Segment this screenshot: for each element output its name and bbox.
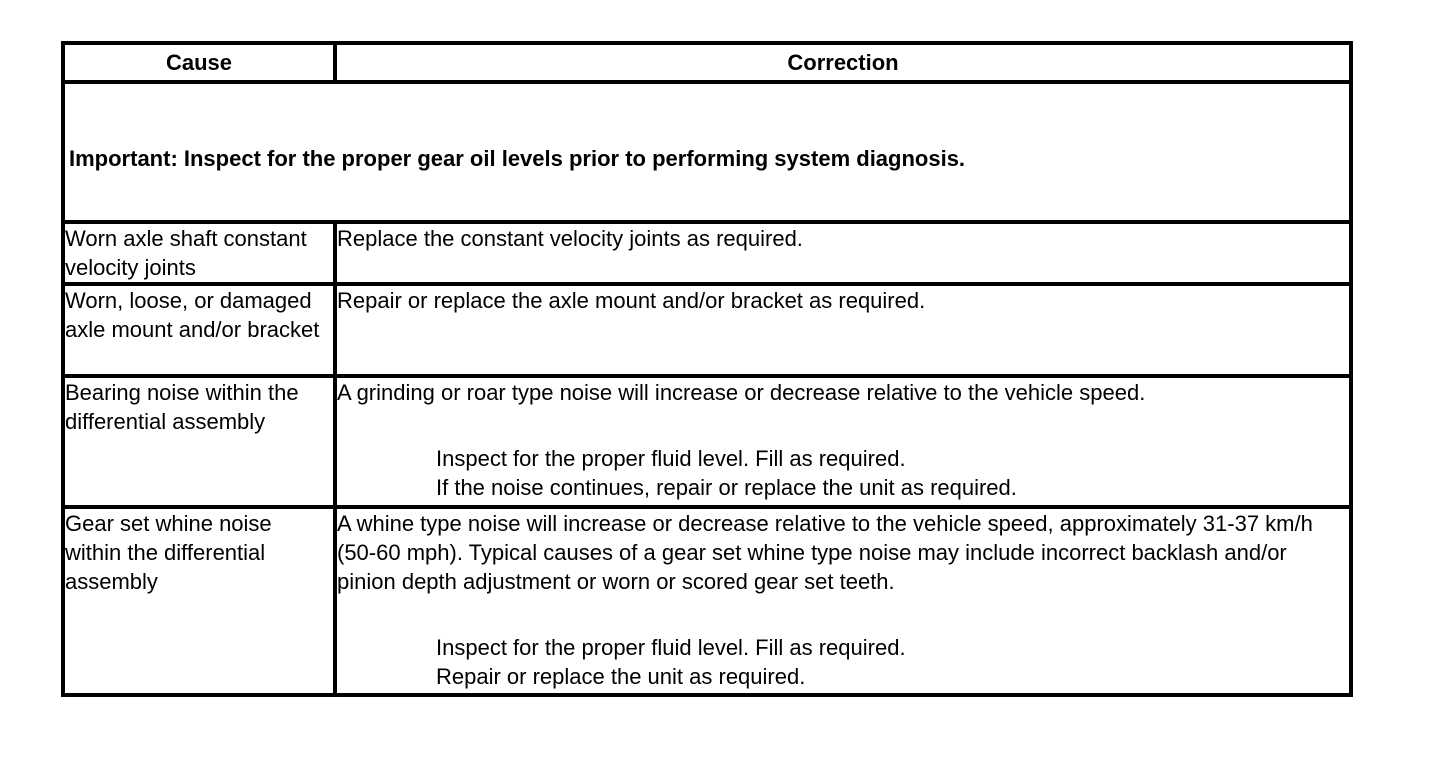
cause-column-header: Cause [63, 43, 335, 82]
correction-step: Inspect for the proper fluid level. Fill as required. [436, 635, 906, 660]
cause-cell: Worn axle shaft constant velocity joints [63, 222, 335, 284]
cause-cell: Gear set whine noise within the differential assembly [63, 507, 335, 695]
cause-cell: Worn, loose, or damaged axle mount and/or bracket [63, 284, 335, 376]
correction-step: Repair or replace the unit as required. [436, 664, 806, 689]
correction-cell [335, 507, 1351, 695]
correction-text: Repair or replace the axle mount and/or bracket as required. [337, 288, 926, 313]
cause-cell: Bearing noise within the differential assembly [63, 376, 335, 507]
correction-step: Inspect for the proper fluid level. Fill as required. [436, 446, 906, 471]
table-row [63, 507, 1351, 695]
important-note: Important: Inspect for the proper gear oil levels prior to performing system diagnosis. [63, 82, 1351, 222]
correction-cell [335, 222, 1351, 284]
correction-column-header: Correction [335, 43, 1351, 82]
correction-text: A whine type noise will increase or decrease relative to the vehicle speed, approximately 31-37 km/h (50-60 mph). Typical causes of a gear set whine type noise may include incorrect backlash and/or pinion depth adjustment or worn or scored gear set teeth. [337, 511, 1313, 594]
table-row [63, 376, 1351, 507]
table-row [63, 284, 1351, 376]
table-header-row [63, 43, 1351, 82]
correction-text: A grinding or roar type noise will increase or decrease relative to the vehicle speed. [337, 380, 1146, 405]
correction-text: Replace the constant velocity joints as required. [337, 226, 803, 251]
table-row [63, 222, 1351, 284]
important-note-row [63, 82, 1351, 222]
diagnostic-table [61, 41, 1353, 697]
correction-cell [335, 284, 1351, 376]
correction-cell [335, 376, 1351, 507]
correction-step: If the noise continues, repair or replace the unit as required. [436, 475, 1017, 500]
